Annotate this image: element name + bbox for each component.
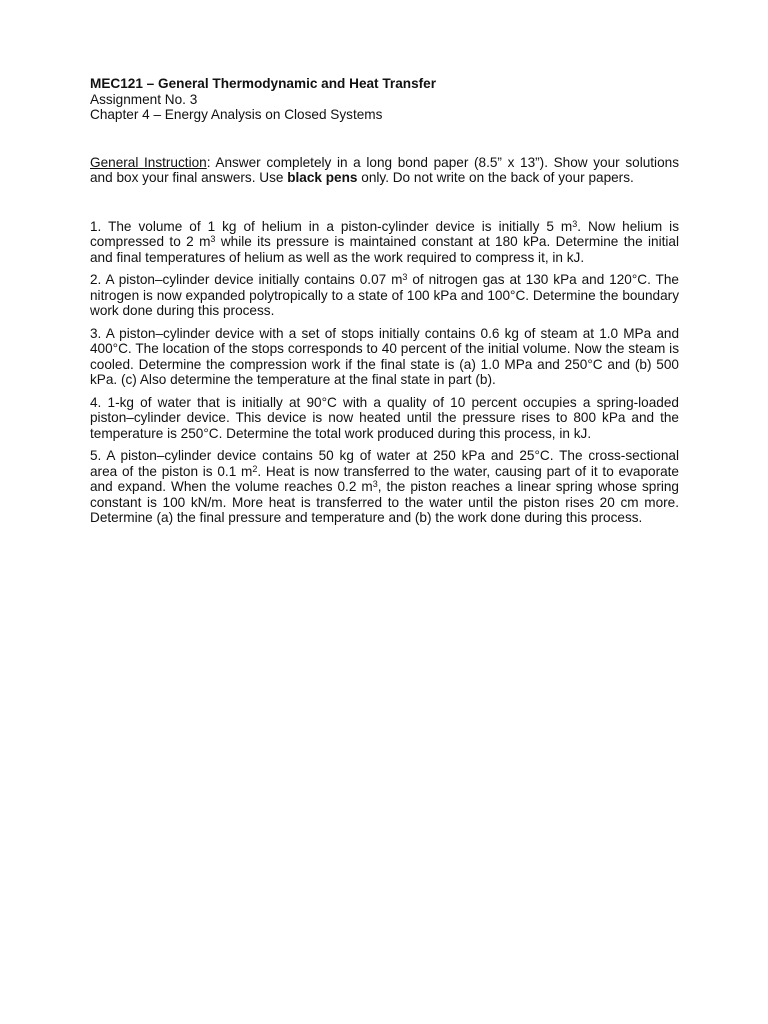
general-instruction — [90, 155, 679, 186]
problem-5-text-a: 5. A piston–cylinder device contains 50 kg of water at 250 kPa and 25°C. The cross-sectional area of the piston is 0.1 m — [90, 448, 679, 479]
problem-1-text-a: 1. The volume of 1 kg of helium in a piston-cylinder device is initially 5 m — [90, 218, 573, 234]
problem-5-superscript-2: 3 — [372, 479, 378, 489]
problem-2 — [90, 272, 679, 319]
problem-4: 4. 1-kg of water that is initially at 90°C with a quality of 10 percent occupies a spring-loaded piston–cylinder device. This device is now heated until the pressure rises to 800 kPa and the temperature is 250°C. Determine the total work produced during this process, in kJ. — [90, 394, 679, 441]
problem-2-superscript-1: 3 — [402, 272, 408, 282]
problem-5-text-b: . Heat is now transferred to the water, causing part of it to evaporate and expand. When the volume reaches 0.2 m — [90, 463, 679, 494]
problem-3: 3. A piston–cylinder device with a set of stops initially contains 0.6 kg of steam at 1.0 MPa and 400°C. The location of the stops corresponds to 40 percent of the initial volume. Now the steam is cooled. Determine the compression work if the final state is (a) 1.0 MPa and 250°C and (b) 500 kPa. (c) Also determine the temperature at the final state in part (b). — [90, 325, 679, 387]
problem-5 — [90, 448, 679, 526]
instruction-text-1: : Answer completely in a long bond paper (8.5” x 13”). Show your solutions and box your final answers. Use — [90, 154, 679, 185]
problem-1-superscript-1: 3 — [572, 218, 578, 229]
problem-2-text-a: 2. A piston–cylinder device initially contains 0.07 m — [90, 272, 403, 287]
problem-2-text-b: of nitrogen gas at 130 kPa and 120°C. The nitrogen is now expanded polytropically to a state of 100 kPa and 100°C. Determine the boundary work done during this process. — [90, 272, 679, 318]
instruction-text-2: only. Do not write on the back of your papers. — [357, 170, 634, 185]
chapter-title: Chapter 4 – Energy Analysis on Closed Systems — [90, 107, 383, 122]
problem-1-text-b: . Now helium is compressed to 2 m — [90, 218, 679, 249]
problem-1-text-c: while its pressure is maintained constant at 180 kPa. Determine the initial and final temperatures of helium as well as the work required to compress it, in kJ. — [90, 234, 679, 265]
document-page — [90, 76, 679, 533]
problem-1-superscript-2: 3 — [210, 234, 216, 244]
instruction-emphasis: black pens — [287, 170, 358, 185]
instruction-label: General Instruction — [90, 154, 207, 170]
problem-5-text-c: , the piston reaches a linear spring whose spring constant is 100 kN/m. More heat is transferred to the water until the piston rises 20 cm more. Determine (a) the final pressure and temperature and (b) the work done during this process. — [90, 479, 679, 525]
course-title: MEC121 – General Thermodynamic and Heat Transfer — [90, 76, 437, 91]
problem-5-superscript-1: 2 — [252, 463, 258, 474]
problem-1 — [90, 219, 679, 266]
problem-list — [90, 219, 679, 526]
assignment-number: Assignment No. 3 — [90, 91, 198, 107]
